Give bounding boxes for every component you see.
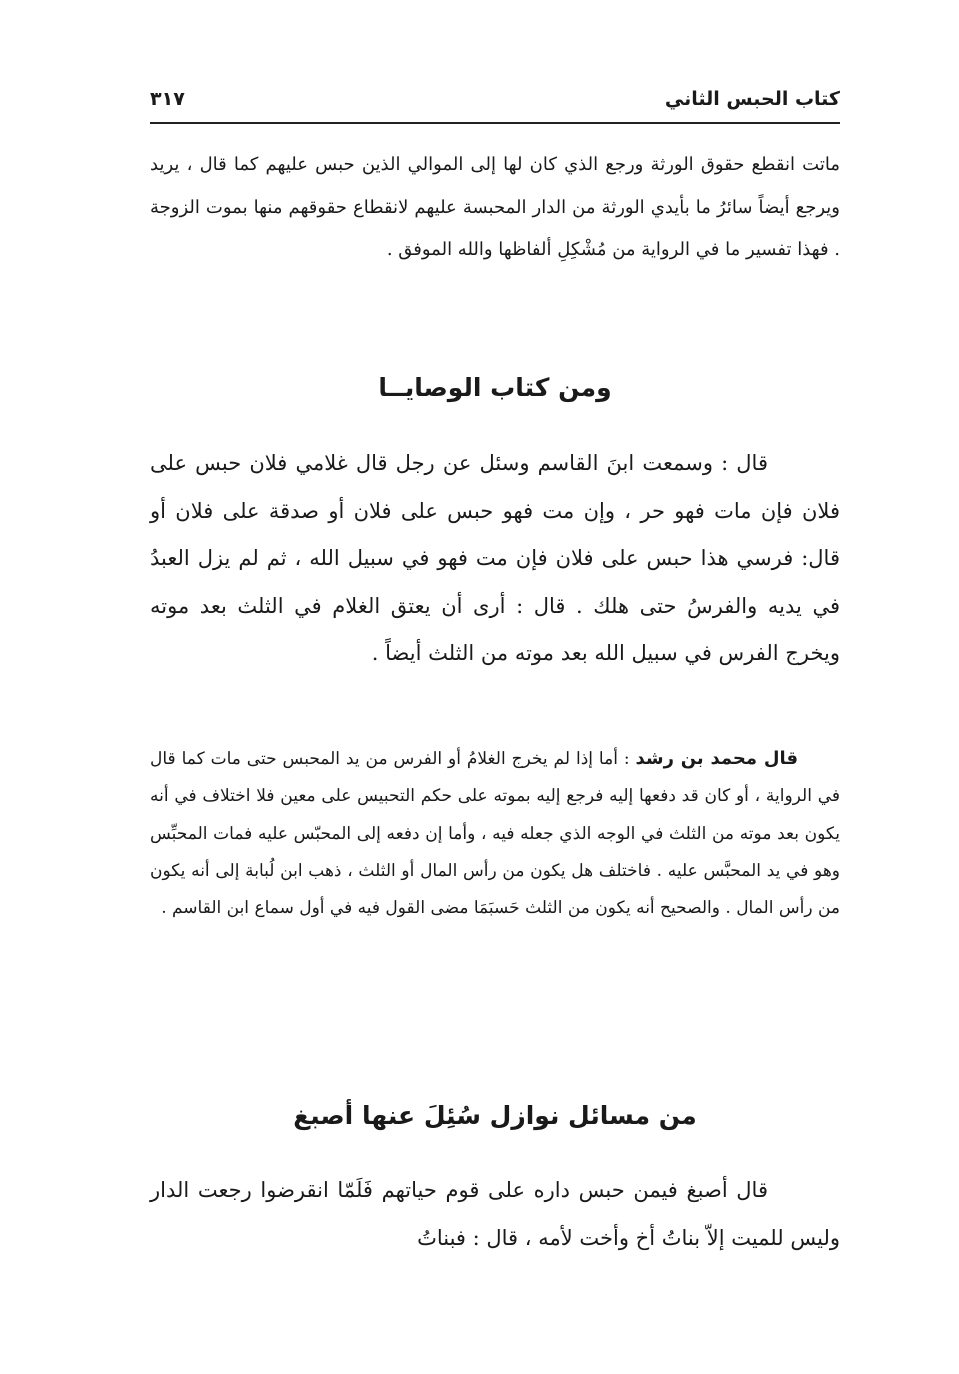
commentary-lead: قال محمد بن رشد <box>635 748 798 769</box>
section-heading-wasaya: ومن كتاب الوصايــا <box>378 373 612 402</box>
book-title: كتاب الحبس الثاني <box>664 88 840 110</box>
running-head <box>150 84 840 120</box>
header-rule <box>150 122 840 124</box>
paragraph-commentary <box>150 740 840 927</box>
section-heading-asbagh: من مسائل نوازل سُئِلَ عنها أصبغ <box>293 1101 697 1130</box>
paragraph-question: قال : وسمعت ابنَ القاسم وسئل عن رجل قال غلامي فلان حبس على فلان فإن مات فهو حر ، وإن مت فهو حبس على فلان أو صدقة على فلان أو قال: فرسي هذا حبس على فلان فإن مت فهو في سبيل الله ، ثم لم يزل العبدُ في يديه والفرسُ حتى هلك . قال : أرى أن يعتق الغلام في الثلث بعد موته ويخرج الفرس في سبيل الله بعد موته من الثلث أيضاً . <box>150 451 840 665</box>
page-number: ٣١٧ <box>150 88 185 110</box>
paragraph-continuation: ماتت انقطع حقوق الورثة ورجع الذي كان لها إلى الموالي الذين حبس عليهم كما قال ، يريد ويرجع أيضاً سائرُ ما بأيدي الورثة من الدار المحبسة عليهم لانقطاع حقوقهم منها بموت الزوجة . فهذا تفسير ما في الرواية من مُشْكِلِ ألفاظها والله الموفق . <box>150 154 840 260</box>
paragraph-asbagh: قال أصبغ فيمن حبس داره على قوم حياتهم فَلَمّا انقرضوا رجعت الدار وليس للميت إلاّ بناتُ أخ وأخت لأمه ، قال : فبناتُ <box>150 1178 840 1250</box>
commentary-text: : أما إذا لم يخرج الغلامُ أو الفرس من يد المحبس حتى مات كما قال في الرواية ، أو كان قد دفعها إليه فرجع إليه بموته على حكم التحبيس على معين فلا اختلاف في أنه يكون بعد موته من الثلث في الوجه الذي جعله فيه ، وأما إن دفعه إلى المحبّس عليه فمات المحبِّس وهو في يد المحبَّس عليه . فاختلف هل يكون من رأس المال أو الثلث ، ذهب ابن لُبابة إلى أنه يكون من رأس المال . والصحيح أنه يكون من الثلث حَسبَمَا مضى القول فيه في أول سماع ابن القاسم . <box>150 749 840 919</box>
